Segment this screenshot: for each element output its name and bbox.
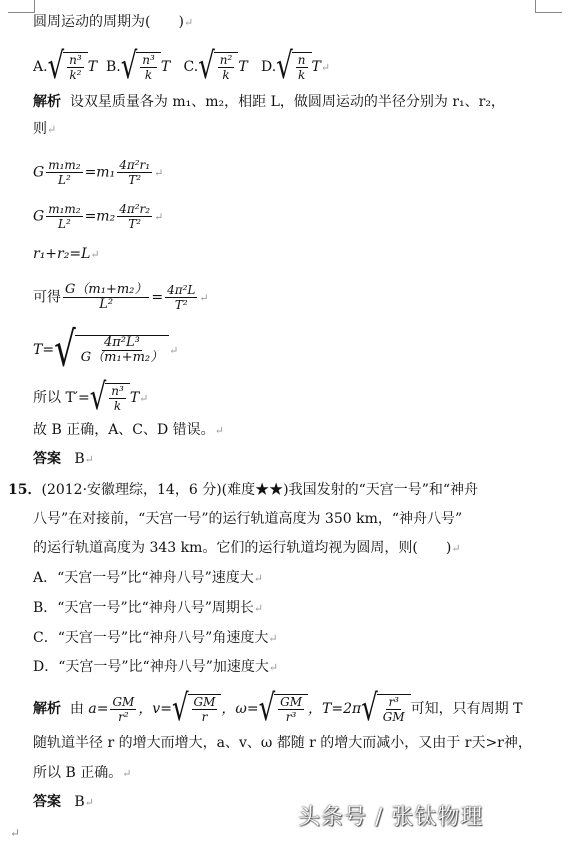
q14-stem: 圆周运动的周期为( )↵ — [33, 14, 194, 30]
equation-4: 可得 $\frac{\text{G（m₁+m₂）}}{\text{L²}}$ = $\frac{\text{4π²L}}{\text{T²}}$ ↵ — [33, 282, 209, 312]
q15-option-b: B．“天宫一号”比“神舟八号”周期长↵ — [33, 600, 264, 616]
q15-option-a: A．“天宫一号”比“神舟八号”速度大↵ — [33, 570, 263, 586]
corner-mark-left — [8, 0, 35, 13]
conclusion-14: 故 B 正确，A、C、D 错误。↵ — [33, 422, 224, 438]
q15-option-d: D．“天宫一号”比“神舟八号”加速度大↵ — [33, 659, 279, 675]
analysis-14-line2: 则↵ — [33, 121, 57, 137]
answer-15: 答案 B↵ — [33, 794, 94, 810]
equation-2: G $\frac{\text{m₁m₂}}{\text{L²}}$ =m₂ $\frac{\text{4π²r₂}}{\text{T²}}$ ↵ — [33, 202, 164, 231]
corner-mark-right — [535, 0, 562, 13]
equation-5: T= √ $\frac{\text{4π²L³}}{\text{G（m₁+m₂）}}$ ↵ — [33, 322, 179, 378]
q15-line1: 15．(2012·安徽理综，14，6 分)(难度★★)我国发射的“天宫一号”和“神舟 — [8, 482, 479, 498]
equation-3: r₁+r₂=L↵ — [33, 246, 100, 262]
option-c-sqrt: √ $\frac{\text{n²}}{k}$ — [198, 52, 238, 82]
analysis-15-line1: 解析 由 a= $\frac{GM}{\text{r²}}$ ，v= √ $\frac{GM}{r}$ ，ω= √ $\frac{GM}{\text{r³}}$ ，T=2π √ $\frac{\text{r³}}{GM}$ 可知，只有周期 T — [33, 688, 523, 730]
equation-6: 所以 T′= √ $\frac{\text{n³}}{k}$ T↵ — [33, 377, 149, 419]
equation-1: G $\frac{\text{m₁m₂}}{\text{L²}}$ =m₁ $\frac{\text{4π²r₁}}{\text{T²}}$ ↵ — [33, 158, 164, 187]
watermark: 头条号 / 张钛物理 — [298, 805, 484, 830]
q15-line3: 的运行轨道高度为 343 km。它们的运行轨道均视为圆周，则( )↵ — [33, 540, 461, 556]
paragraph-mark: ↵ — [10, 826, 21, 840]
analysis-15-line2: 随轨道半径 r 的增大而增大，a、v、ω 都随 r 的增大而减小，又由于 r天>r神， — [33, 735, 532, 751]
analysis-15-line3: 所以 B 正确。↵ — [33, 765, 132, 781]
option-a-sqrt: √ $\frac{\text{n³}}{\text{k²}}$ — [48, 52, 88, 82]
option-d-sqrt: √ $\frac{n}{k}$ — [276, 52, 311, 82]
answer-14: 答案 B↵ — [33, 451, 94, 467]
option-b-sqrt: √ $\frac{\text{n³}}{k}$ — [121, 52, 161, 82]
q15-option-c: C．“天宫一号”比“神舟八号”角速度大↵ — [33, 630, 278, 646]
q15-line2: 八号”在对接前，“天宫一号”的运行轨道高度为 350 km，“神舟八号” — [33, 511, 463, 527]
analysis-14-line1: 解析 设双星质量各为 m₁、m₂，相距 L，做圆周运动的半径分别为 r₁、r₂， — [33, 94, 505, 110]
q14-options: A. √ $\frac{\text{n³}}{\text{k²}}$ T B. √ $\frac{\text{n³}}{k}$ T C. √ $\frac{\text{n²}}{k}$ T D. √ $\frac{n}{k}$ T↵ — [33, 46, 331, 88]
